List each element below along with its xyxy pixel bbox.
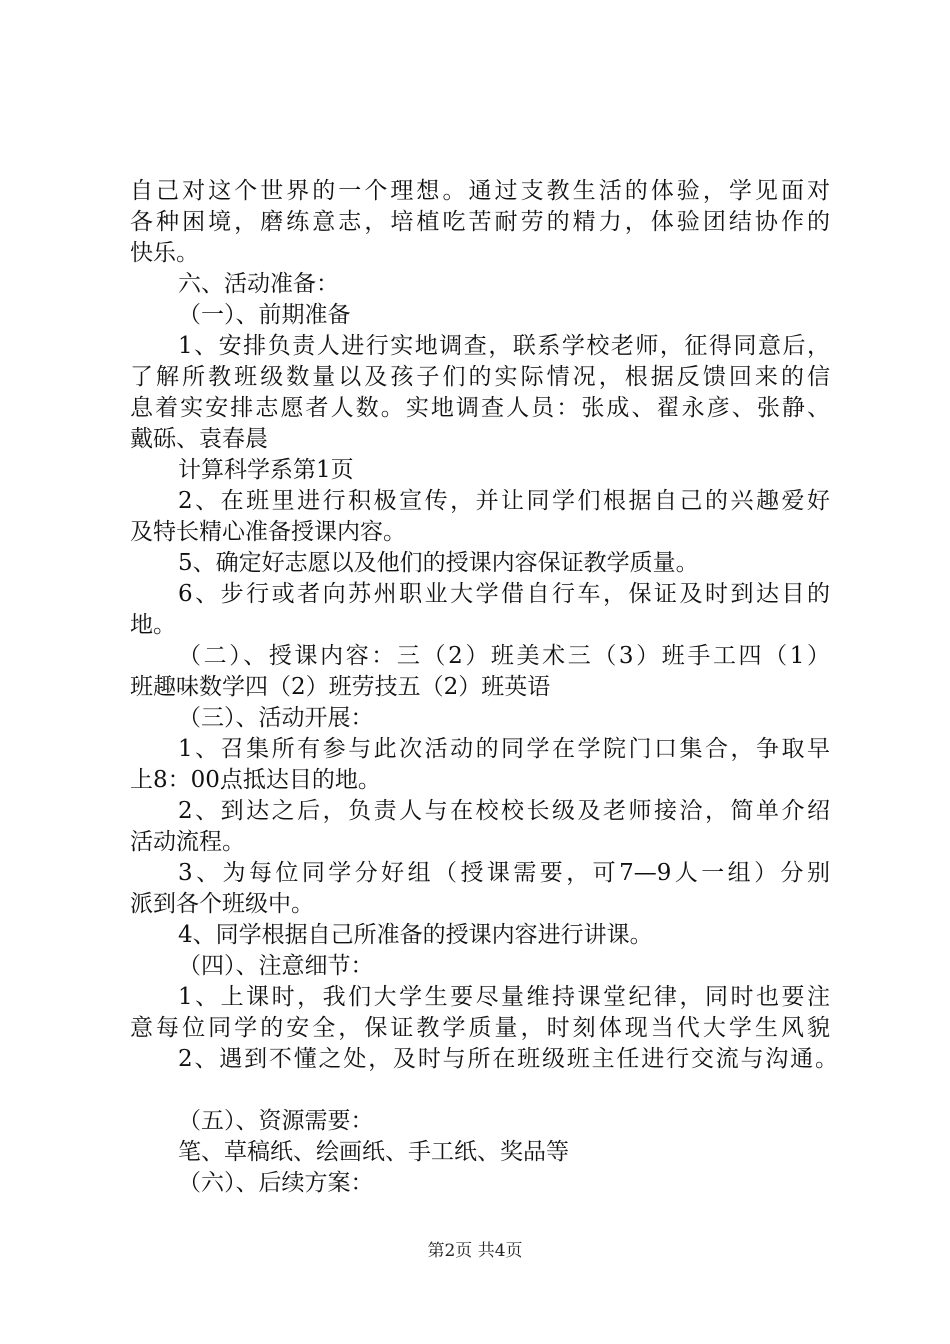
text-line: 自己对这个世界的一个理想。通过支教生活的体验，学见面对	[130, 178, 830, 204]
text-line: 笔、草稿纸、绘画纸、手工纸、奖品等	[178, 1139, 569, 1165]
text-line: 6、步行或者向苏州职业大学借自行车，保证及时到达目的	[178, 581, 830, 607]
text-line: （二）、授课内容：三（2）班美术三（3）班手工四（1）	[178, 643, 830, 669]
text-line: 及特长精心准备授课内容。	[130, 519, 406, 545]
text-line: 戴砾、袁春晨	[130, 426, 268, 452]
section-heading: 六、活动准备：	[178, 271, 339, 297]
text-line: 1、安排负责人进行实地调查，联系学校老师，征得同意后，	[178, 333, 830, 359]
subsection-heading: （一）、前期准备	[178, 302, 351, 328]
text-line: 2、在班里进行积极宣传，并让同学们根据自己的兴趣爱好	[178, 488, 830, 514]
text-line: 意每位同学的安全，保证教学质量，时刻体现当代大学生风貌	[130, 1015, 830, 1041]
text-line: 1、上课时，我们大学生要尽量维持课堂纪律，同时也要注	[178, 984, 830, 1010]
text-line: 班趣味数学四（2）班劳技五（2）班英语	[130, 674, 551, 700]
text-line: 1、召集所有参与此次活动的同学在学院门口集合，争取早	[178, 736, 830, 762]
text-line: 2、遇到不懂之处，及时与所在班级班主任进行交流与沟通。	[178, 1046, 838, 1072]
subsection-heading: （六）、后续方案：	[178, 1170, 374, 1196]
subsection-heading: （四）、注意细节：	[178, 953, 374, 979]
text-line: 5、确定好志愿以及他们的授课内容保证教学质量。	[178, 550, 699, 576]
text-line: 4、同学根据自己所准备的授课内容进行讲课。	[178, 922, 653, 948]
subsection-heading: （三）、活动开展：	[178, 705, 374, 731]
page-footer: 第2页 共4页	[427, 1241, 523, 1261]
text-line: 上8：00点抵达目的地。	[130, 767, 381, 793]
text-line: 3、为每位同学分好组（授课需要，可7—9人一组）分别	[178, 860, 830, 886]
text-line: 了解所教班级数量以及孩子们的实际情况，根据反馈回来的信	[130, 364, 830, 390]
text-line: 各种困境，磨练意志，培植吃苦耐劳的精力，体验团结协作的	[130, 209, 830, 235]
text-line: 息着实安排志愿者人数。实地调查人员：张成、翟永彦、张静、	[130, 395, 830, 421]
subsection-heading: （五）、资源需要：	[178, 1108, 374, 1134]
text-line: 活动流程。	[130, 829, 245, 855]
department-page-note: 计算科学系第1页	[178, 457, 354, 483]
text-line: 快乐。	[130, 240, 199, 266]
text-line: 派到各个班级中。	[130, 891, 314, 917]
text-line: 2、到达之后，负责人与在校校长级及老师接洽，简单介绍	[178, 798, 830, 824]
text-line: 地。	[130, 612, 176, 638]
